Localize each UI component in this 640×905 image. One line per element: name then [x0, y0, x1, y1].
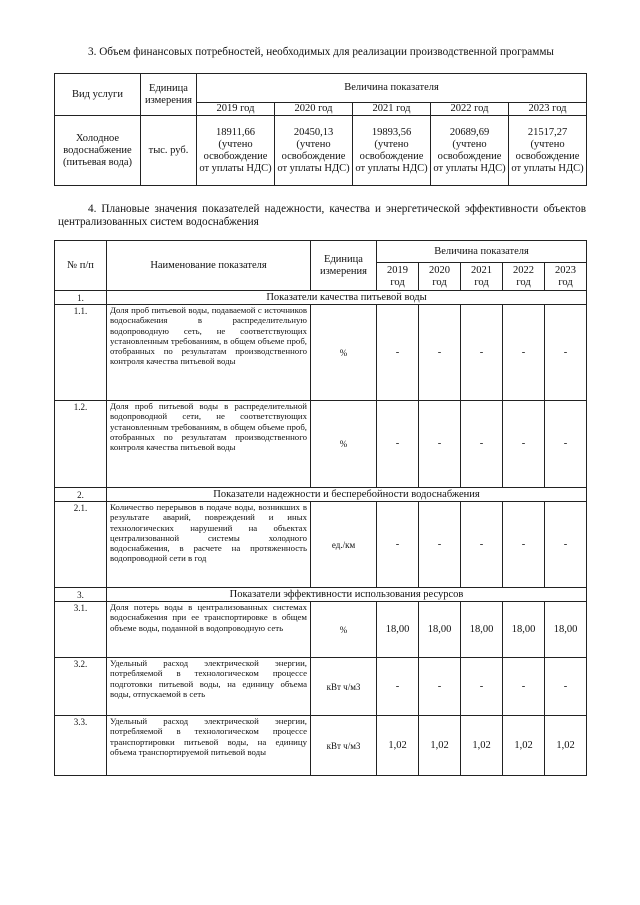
indicator-value: - — [377, 502, 419, 588]
indicator-value: 1,02 — [545, 716, 587, 776]
indicator-value: 1,02 — [377, 716, 419, 776]
header-unit: Единица измерения — [311, 241, 377, 291]
indicator-value: 18,00 — [377, 602, 419, 658]
year-2020: 2020 год — [419, 263, 461, 291]
header-service: Вид услуги — [55, 74, 141, 116]
header-value: Величина показателя — [377, 241, 587, 263]
indicator-unit: кВт ч/м3 — [311, 716, 377, 776]
row-num: 3.3. — [55, 716, 107, 776]
indicator-value: - — [419, 502, 461, 588]
indicator-unit: % — [311, 602, 377, 658]
indicator-unit: ед./км — [311, 502, 377, 588]
indicator-value: - — [377, 305, 419, 401]
indicator-value: - — [545, 401, 587, 488]
indicator-value: 18,00 — [545, 602, 587, 658]
section-title: Показатели качества питьевой воды — [107, 291, 587, 305]
indicator-value: - — [503, 401, 545, 488]
indicator-value: - — [419, 658, 461, 716]
header-name: Наименование показателя — [107, 241, 311, 291]
indicator-name: Доля потерь воды в централизованных системах водоснабжения при ее транспортировке в общем объеме воды, поданной в водопроводную сеть — [107, 602, 311, 658]
indicator-value: - — [419, 401, 461, 488]
indicator-value: - — [545, 502, 587, 588]
indicator-value: - — [545, 305, 587, 401]
year-2023: 2023 год — [509, 103, 587, 116]
indicator-value: - — [419, 305, 461, 401]
indicator-value: 18,00 — [419, 602, 461, 658]
row-num: 2. — [55, 488, 107, 502]
row-num: 1.1. — [55, 305, 107, 401]
indicator-name: Количество перерывов в подаче воды, возникших в результате аварий, повреждений и иных технологических нарушений на объектах централизованной системы холодного водоснабжения, в расчете на протяженность водопроводной сети в год — [107, 502, 311, 588]
indicator-name: Удельный расход электрической энергии, потребляемой в технологическом процессе транспортировки питьевой воды, на единицу объема транспортируемой питьевой воды — [107, 716, 311, 776]
section-title: Показатели надежности и бесперебойности водоснабжения — [107, 488, 587, 502]
indicator-value: - — [461, 658, 503, 716]
indicator-value: - — [545, 658, 587, 716]
header-num: № п/п — [55, 241, 107, 291]
row-num: 3. — [55, 588, 107, 602]
row-num: 3.2. — [55, 658, 107, 716]
indicator-value: 1,02 — [461, 716, 503, 776]
year-2021: 2021 год — [353, 103, 431, 116]
service-cell: Холодное водоснабжение (питьевая вода) — [55, 116, 141, 186]
financial-needs-table — [54, 73, 587, 186]
indicator-name: Доля проб питьевой воды в распределительной водопроводной сети, не соответствующих установленным требованиям, в общем объеме проб, отобранных по результатам производственного контроля качества питьевой воды — [107, 401, 311, 488]
section4-heading: 4. Плановые значения показателей надежности, качества и энергетической эффективности объектов централизованных систем водоснабжения — [58, 203, 586, 228]
indicator-name: Доля проб питьевой воды, подаваемой с источников водоснабжения в распределительную водопроводную сеть, не соответствующих установленным требованиям, в общем объеме проб, отобранных по результатам производственного контроля качества питьевой воды — [107, 305, 311, 401]
value-cell: 18911,66 (учтено освобождение от уплаты НДС) — [197, 116, 275, 186]
indicator-unit: % — [311, 305, 377, 401]
indicator-value: 1,02 — [419, 716, 461, 776]
row-num: 3.1. — [55, 602, 107, 658]
row-num: 2.1. — [55, 502, 107, 588]
value-cell: 21517,27 (учтено освобождение от уплаты НДС) — [509, 116, 587, 186]
header-unit: Единица измерения — [141, 74, 197, 116]
indicator-unit: % — [311, 401, 377, 488]
value-cell: 20450,13 (учтено освобождение от уплаты НДС) — [275, 116, 353, 186]
value-cell: 20689,69 (учтено освобождение от уплаты НДС) — [431, 116, 509, 186]
year-2019: 2019 год — [197, 103, 275, 116]
year-2023: 2023 год — [545, 263, 587, 291]
indicator-unit: кВт ч/м3 — [311, 658, 377, 716]
indicator-value: - — [503, 502, 545, 588]
indicator-name: Удельный расход электрической энергии, потребляемой в технологическом процессе подготовки питьевой воды, на единицу объема воды, отпускаемой в сеть — [107, 658, 311, 716]
indicator-value: - — [503, 305, 545, 401]
value-cell: 19893,56 (учтено освобождение от уплаты НДС) — [353, 116, 431, 186]
indicator-value: - — [377, 401, 419, 488]
section3-heading: 3. Объем финансовых потребностей, необходимых для реализации производственной программы — [88, 46, 554, 58]
indicator-value: - — [461, 305, 503, 401]
year-2020: 2020 год — [275, 103, 353, 116]
row-num: 1.2. — [55, 401, 107, 488]
indicator-value: - — [377, 658, 419, 716]
indicator-value: - — [461, 502, 503, 588]
indicator-value: - — [503, 658, 545, 716]
indicator-value: 18,00 — [461, 602, 503, 658]
unit-cell: тыс. руб. — [141, 116, 197, 186]
header-value: Величина показателя — [197, 74, 587, 103]
indicator-value: 18,00 — [503, 602, 545, 658]
year-2019: 2019 год — [377, 263, 419, 291]
section-title: Показатели эффективности использования ресурсов — [107, 588, 587, 602]
indicator-value: - — [461, 401, 503, 488]
indicator-value: 1,02 — [503, 716, 545, 776]
row-num: 1. — [55, 291, 107, 305]
year-2022: 2022 год — [503, 263, 545, 291]
year-2022: 2022 год — [431, 103, 509, 116]
year-2021: 2021 год — [461, 263, 503, 291]
indicators-table — [54, 240, 587, 776]
